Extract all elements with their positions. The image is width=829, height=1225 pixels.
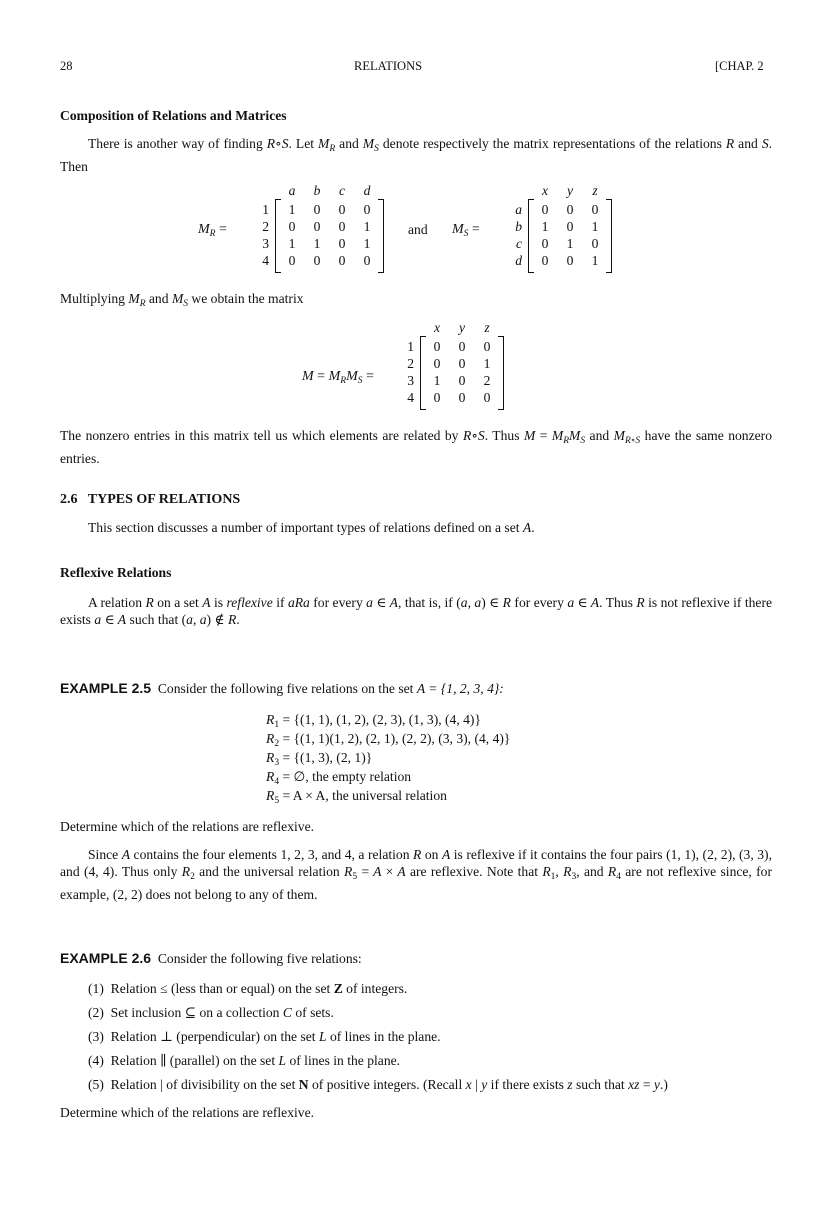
chapter-ref: [CHAP. 2: [715, 59, 764, 73]
term-reflexive: reflexive: [226, 595, 273, 610]
equals: =: [218, 222, 227, 237]
equals: =: [471, 222, 480, 237]
mr-name: M: [198, 222, 210, 237]
page-number: 28: [60, 59, 73, 73]
text: is not reflexive if there exists: [60, 595, 772, 627]
item-text: Relation ∥ (parallel) on the set: [110, 1053, 279, 1068]
math-A: A: [121, 847, 131, 862]
multiplying-text: [60, 290, 304, 313]
ms-name: M: [452, 222, 464, 237]
matrix-cell: 0: [338, 202, 346, 217]
matrix-M: [400, 319, 528, 415]
text: are not reflexive since, for example, (2, 2) does not belong to any of them.: [60, 864, 773, 902]
matrix-cell: 1: [566, 236, 574, 251]
matrix-column-label: b: [313, 183, 321, 198]
text: on a set: [153, 595, 203, 610]
matrix-cell: 0: [433, 356, 441, 371]
list-item-5: (5) Relation | of divisibility on the set N of positive integers. (Recall x | y if there exists z such that xz = y.): [88, 1077, 668, 1092]
matrix-column-label: d: [363, 183, 371, 198]
matrix-row-label: 2: [407, 356, 414, 371]
relation-definition: $R_3 = \{(1$, 3), (2, 1)}: [266, 750, 373, 768]
text: . Then: [60, 136, 773, 174]
text: and: [734, 136, 762, 151]
matrix-cell: 0: [541, 253, 549, 268]
matrix-column-label: y: [566, 183, 574, 198]
text: and the universal relation: [194, 864, 345, 879]
matrix-cell: 0: [433, 390, 441, 405]
matrix-cell: 0: [313, 253, 321, 268]
list-item-2: (2) Set inclusion ⊆ on a collection C of sets.: [88, 1005, 334, 1020]
matrix-row-label: a: [515, 202, 522, 217]
math-MRoS: $M_{R\circ S}$: [613, 428, 641, 446]
text: The nonzero entries in this matrix tell us which elements are related by: [60, 428, 463, 443]
text: Consider the following five relations on the set: [157, 681, 417, 696]
matrix-MR: [255, 182, 395, 278]
math-R: R: [145, 595, 154, 610]
matrix-cell: 0: [483, 390, 491, 405]
matrix-column-label: z: [592, 183, 598, 198]
math-a-in-A: a ∈ A: [94, 612, 127, 627]
text: Since: [88, 847, 122, 862]
matrix-row-label: b: [515, 219, 522, 234]
math-a-in-A: a ∈ A: [567, 595, 600, 610]
matrix-cell: 0: [458, 373, 466, 388]
section-heading-2-6: 2.6 TYPES OF RELATIONS: [60, 492, 241, 507]
matrix-row-label: 4: [407, 390, 414, 405]
matrix-cell: 0: [433, 339, 441, 354]
matrix-cell: 0: [313, 202, 321, 217]
matrix-cell: 1: [288, 202, 296, 217]
math-R: R: [636, 595, 645, 610]
math-R1-R3-R4: $R_1$, $R_3$, and $R_4$: [542, 864, 621, 882]
list-item-1: (1) Relation ≤ (less than or equal) on the set Z of integers.: [88, 981, 408, 996]
matrix-MR-label: [198, 221, 227, 243]
matrix-row-label: 1: [262, 202, 269, 217]
item-text: Relation | of divisibility on the set: [110, 1077, 299, 1092]
matrix-cell: 0: [458, 356, 466, 371]
matrix-cell: 1: [591, 219, 599, 234]
math-R: R: [725, 136, 735, 151]
matrix-cell: 1: [541, 219, 549, 234]
text: . Thus: [599, 595, 637, 610]
text: are reflexive. Note that: [405, 864, 543, 879]
item-text: Relation ⊥ (perpendicular) on the set: [110, 1029, 319, 1044]
list-item-4: (4) Relation ∥ (parallel) on the set L of lines in the plane.: [88, 1053, 401, 1068]
matrix-cell: 0: [591, 236, 599, 251]
math-aa-in-R: (a, a) ∈ R: [456, 595, 511, 610]
math-aRa: aRa: [287, 595, 310, 610]
subsection-heading-reflexive: Reflexive Relations: [60, 565, 172, 580]
ms-sub: S: [463, 229, 469, 239]
matrix-column-label: z: [484, 320, 490, 335]
math-a-in-A: a ∈ A: [366, 595, 398, 610]
matrix-cell: 0: [338, 236, 346, 251]
matrix-row-label: c: [515, 236, 522, 251]
math-set-A: A = {1, 2, 3, 4}:: [416, 681, 504, 696]
matrix-cell: 1: [433, 373, 441, 388]
example-2-5-intro: [60, 680, 504, 697]
matrix-MS: [508, 182, 626, 278]
matrix-cell: 0: [566, 202, 574, 217]
math-aa-notin-R: (a, a) ∉ R.: [181, 612, 240, 627]
math-R: R: [413, 847, 422, 862]
matrix-cell: 0: [338, 219, 346, 234]
math-S: S: [761, 136, 769, 151]
relation-definition: $R_1 = \{(1$, 1), (1, 2), (2, 3), (1, 3), (4, 4)}: [266, 712, 481, 730]
matrix-row-label: 3: [262, 236, 269, 251]
text: There is another way of finding: [88, 136, 267, 151]
mr-sub: R: [209, 229, 216, 239]
text: Multiplying: [60, 291, 129, 306]
matrix-cell: 0: [566, 253, 574, 268]
matrix-cell: 0: [591, 202, 599, 217]
subsection-heading-composition: Composition of Relations and Matrices: [60, 108, 287, 123]
text: and: [585, 428, 614, 443]
math-R2: $R_2$: [181, 864, 195, 882]
item-number: (3): [88, 1029, 104, 1044]
math-R5: $R_5 = A \times A$: [344, 864, 406, 882]
matrix-cell: 0: [458, 390, 466, 405]
item-number: (1): [88, 981, 104, 996]
relation-definition: $R_4$ = ∅, the empty relation: [266, 769, 412, 787]
matrix-cell: 0: [363, 253, 371, 268]
text: if: [272, 595, 288, 610]
matrix-cell: 0: [288, 253, 296, 268]
text: . Thus: [484, 428, 524, 443]
running-title: RELATIONS: [354, 59, 423, 73]
example-2-5-answer: [60, 846, 772, 903]
item-number: (5): [88, 1077, 104, 1092]
text: have the same nonzero entries.: [60, 428, 772, 466]
example-label: EXAMPLE 2.5: [60, 680, 152, 696]
matrix-cell: 0: [363, 202, 371, 217]
text: and: [335, 136, 363, 151]
matrix-row-label: 3: [407, 373, 414, 388]
text: is reflexive if it contains the four pairs (1, 1), (2, 2), (3, 3), and (4, 4). Thus only: [60, 847, 772, 879]
matrix-cell: 2: [483, 373, 491, 388]
matrix-row-label: 1: [407, 339, 414, 354]
text: is: [210, 595, 227, 610]
math-M-eq: $M = M_RM_S$: [523, 428, 586, 446]
item-text: Set inclusion ⊆ on a collection: [110, 1005, 283, 1020]
matrix-cell: 0: [566, 219, 574, 234]
matrix-MS-label: [452, 221, 480, 243]
text: Consider the following five relations:: [157, 951, 362, 966]
text: . Let: [288, 136, 319, 151]
matrix-cell: 0: [338, 253, 346, 268]
nonzero-paragraph: [60, 427, 772, 467]
text: we obtain the matrix: [188, 291, 304, 306]
matrix-cell: 0: [458, 339, 466, 354]
relation-definition: $R_5 = A \times A$, the universal relation: [266, 788, 447, 806]
matrix-row-label: 4: [262, 253, 269, 268]
matrix-cell: 0: [483, 339, 491, 354]
and-word: and: [408, 222, 428, 237]
text: denote respectively the matrix representations of the relations: [378, 136, 726, 151]
matrix-M-label: $M = M_RM_S$ =: [302, 369, 374, 386]
matrix-row-label: 2: [262, 219, 269, 234]
reflexive-definition-paragraph: [60, 594, 772, 628]
math-MS: $M_S$: [171, 291, 189, 309]
matrix-cell: 0: [541, 202, 549, 217]
item-number: (4): [88, 1053, 104, 1068]
list-item-3: (3) Relation ⊥ (perpendicular) on the set L of lines in the plane.: [88, 1029, 441, 1044]
matrix-cell: 1: [363, 219, 371, 234]
matrix-column-label: x: [433, 320, 441, 335]
math-RoS: R∘S: [266, 136, 289, 151]
text: for every: [309, 595, 367, 610]
math-MS: $M_S$: [362, 136, 379, 154]
math-A: A: [202, 595, 211, 610]
item-text: Relation ≤ (less than or equal) on the set: [110, 981, 334, 996]
math-A: A: [441, 847, 451, 862]
matrix-cell: 0: [313, 219, 321, 234]
math-RoS: R∘S: [462, 428, 485, 443]
composition-intro-paragraph: [60, 135, 772, 175]
item-number: (2): [88, 1005, 104, 1020]
math-A: A: [522, 520, 532, 535]
matrix-cell: 1: [591, 253, 599, 268]
text: on: [421, 847, 442, 862]
matrix-column-label: y: [458, 320, 466, 335]
matrix-cell: 1: [288, 236, 296, 251]
example-2-6-intro: [60, 950, 362, 967]
text: A relation: [88, 595, 146, 610]
matrix-cell: 0: [288, 219, 296, 234]
text: such that: [126, 612, 182, 627]
matrix-cell: 1: [483, 356, 491, 371]
text: contains the four elements 1, 2, 3, and 4, a relation: [130, 847, 414, 862]
text: This section discusses a number of important types of relations defined on a set: [88, 520, 523, 535]
relation-definition: $R_2 = \{(1$, 1)(1, 2), (2, 1), (2, 2), (3, 3), (4, 4)}: [266, 731, 511, 749]
math-MR: $M_R$: [318, 136, 336, 154]
matrix-row-label: d: [515, 253, 522, 268]
example-2-5-question: Determine which of the relations are reflexive.: [60, 819, 315, 834]
text: for every: [510, 595, 568, 610]
matrix-cell: 1: [313, 236, 321, 251]
matrix-cell: 1: [363, 236, 371, 251]
example-label: EXAMPLE 2.6: [60, 950, 152, 966]
matrix-column-label: x: [541, 183, 549, 198]
text: and: [145, 291, 172, 306]
matrix-column-label: a: [288, 183, 296, 198]
section-2-6-intro: This section discusses a number of important types of relations defined on a set A.: [88, 520, 535, 535]
text: , that is, if: [397, 595, 457, 610]
example-2-6-question: Determine which of the relations are reflexive.: [60, 1105, 315, 1120]
math-MR: $M_R$: [128, 291, 146, 309]
matrix-cell: 0: [541, 236, 549, 251]
matrix-column-label: c: [338, 183, 346, 198]
